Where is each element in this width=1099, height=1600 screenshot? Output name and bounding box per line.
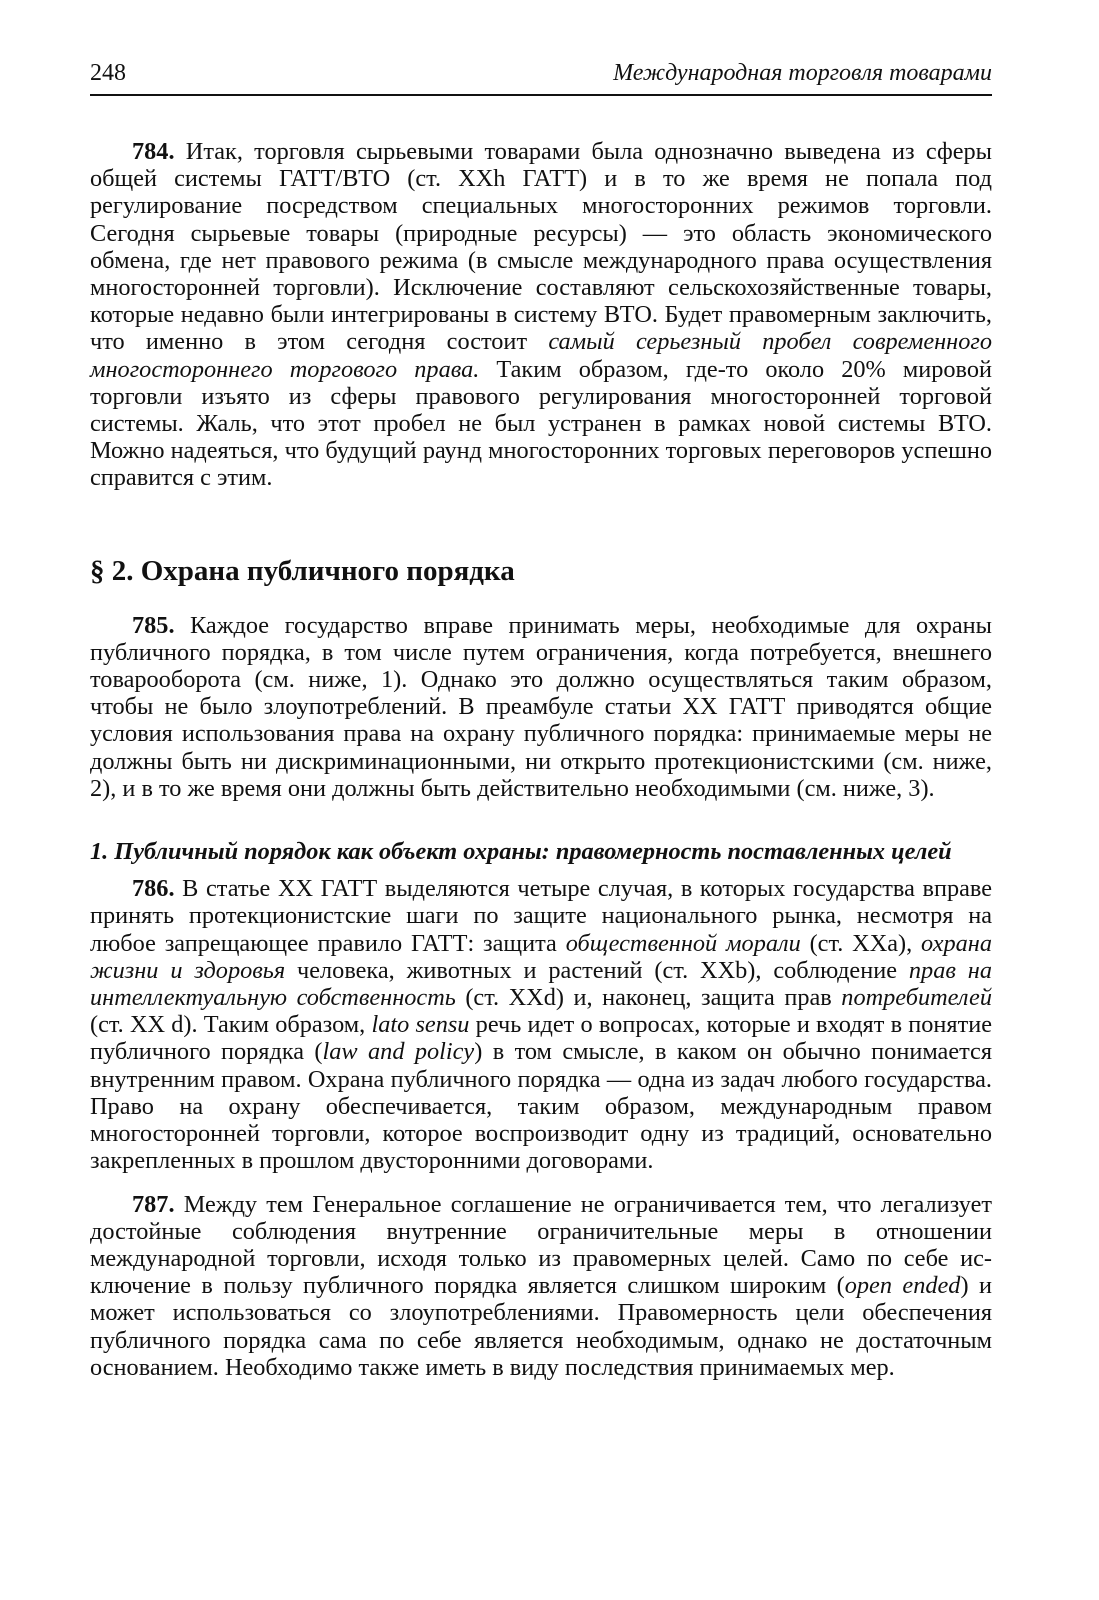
italic-emphasis: потребителей	[841, 984, 992, 1012]
italic-emphasis: общественной морали	[565, 929, 801, 957]
paragraph-text: Итак, торговля сырьевыми товарами была однозначно выведена из сферы общей системы ГАТТ/ВТО (ст. XXh ГАТТ) и в то же время не попала под регулирование посредством специальных многосторонних режимов торговли. Сегодня сырьевые товары (природные ресурсы) — это область экономического обмена, где нет правового режима (в смысле международного права осуществления многосторонней торговли). Исключение составляют сельскохозяйственные товары, которые недавно были интегрированы в систему ВТО. Будет правомерным заключить, что именно в этом сегодня состоит	[90, 138, 992, 356]
italic-emphasis: open ended	[844, 1272, 961, 1300]
paragraph-786	[90, 875, 992, 1174]
paragraph-text: Каждое государство вправе принимать меры, необходимые для охраны публичного порядка, в том числе путем ограничения, когда потребуется, внешнего товарооборота (см. ниже, 1). Однако это должно осуществляться таким образом, чтобы не было злоупотреблений. В преамбуле статьи XX ГАТТ приводятся общие условия использования права на охрану публичного порядка: принимаемые меры не должны быть ни дискриминационными, ни открыто протекционистскими (см. ниже, 2), и в то же время они должны быть действительно необходимыми (см. ниже, 3).	[90, 611, 992, 802]
subsection-heading: 1. Публичный порядок как объект охраны: правомерность поставленных целей	[90, 838, 952, 866]
paragraph-784	[90, 138, 992, 492]
running-title: Международная торговля товарами	[613, 60, 992, 86]
paragraph-text: (ст. XXd) и, наконец, защита прав	[455, 984, 842, 1012]
paragraph-text: Между тем Генеральное соглашение не ограничивается тем, что легализует достойные соблюдения внутренние ограничительные меры в отношении международной торговли, исходя только из правомерных целей. Само по себе исключение в пользу публичного порядка является слишком широким (	[90, 1190, 992, 1300]
italic-emphasis: lato sensu	[371, 1011, 470, 1039]
paragraph-text: (ст. XX d). Таким образом,	[90, 1011, 372, 1039]
paragraph-787	[90, 1191, 992, 1381]
paragraph-text: ) и может использоваться со злоупотреблениями. Правомерность цели обеспечения публичного порядка сама по себе является необходимым, однако не достаточным основанием. Необходимо также иметь в виду последствия принимаемых мер.	[90, 1272, 992, 1381]
paragraph-text: Таким образом, где-то около 20% мировой торговли изъято из сферы правового регулирования многосторонней торговой системы. Жаль, что этот пробел не был устранен в рамках новой системы ВТО. Можно надеяться, что будущий раунд многосторонних торговых переговоров успешно справится с этим.	[90, 355, 992, 492]
paragraph-text: В статье XX ГАТТ выделяются четыре случая, в которых государства вправе принять протекционистские шаги по защите национального рынка, несмотря на любое запрещающее правило ГАТТ: защита	[90, 875, 992, 957]
paragraph-text: речь идет о вопросах, которые и входят в понятие публичного порядка (	[90, 1011, 992, 1066]
italic-emphasis: самый серьезный пробел современного многостороннего торгового права.	[90, 328, 992, 383]
italic-emphasis: прав на интеллектуальную собственность	[90, 956, 992, 1012]
paragraph-number: 786.	[132, 875, 175, 903]
page-number: 248	[90, 60, 126, 86]
paragraph-785	[90, 612, 992, 802]
running-header	[90, 58, 992, 96]
italic-emphasis: law and policy	[322, 1038, 475, 1066]
paragraph-number: 787.	[132, 1190, 175, 1218]
book-page	[90, 58, 992, 1381]
paragraph-number: 785.	[132, 611, 175, 639]
paragraph-number: 784.	[132, 138, 175, 165]
paragraph-text: ) в том смысле, в каком он обычно понимается внутренним правом. Охрана публичного порядка — одна из задач любого государства. Право на охрану обеспечивается, таким образом, международным правом многосторонней торговли, которое воспроизводит одну из традиций, основательно закрепленных в прошлом двусторонними договорами.	[90, 1038, 992, 1175]
italic-emphasis: охрана жизни и здоровья	[90, 929, 992, 984]
paragraph-text: человека, животных и растений (ст. XXb), соблюдение	[285, 956, 909, 984]
section-heading: § 2. Охрана публичного порядка	[90, 554, 515, 587]
paragraph-text: (ст. XXa),	[800, 929, 922, 957]
